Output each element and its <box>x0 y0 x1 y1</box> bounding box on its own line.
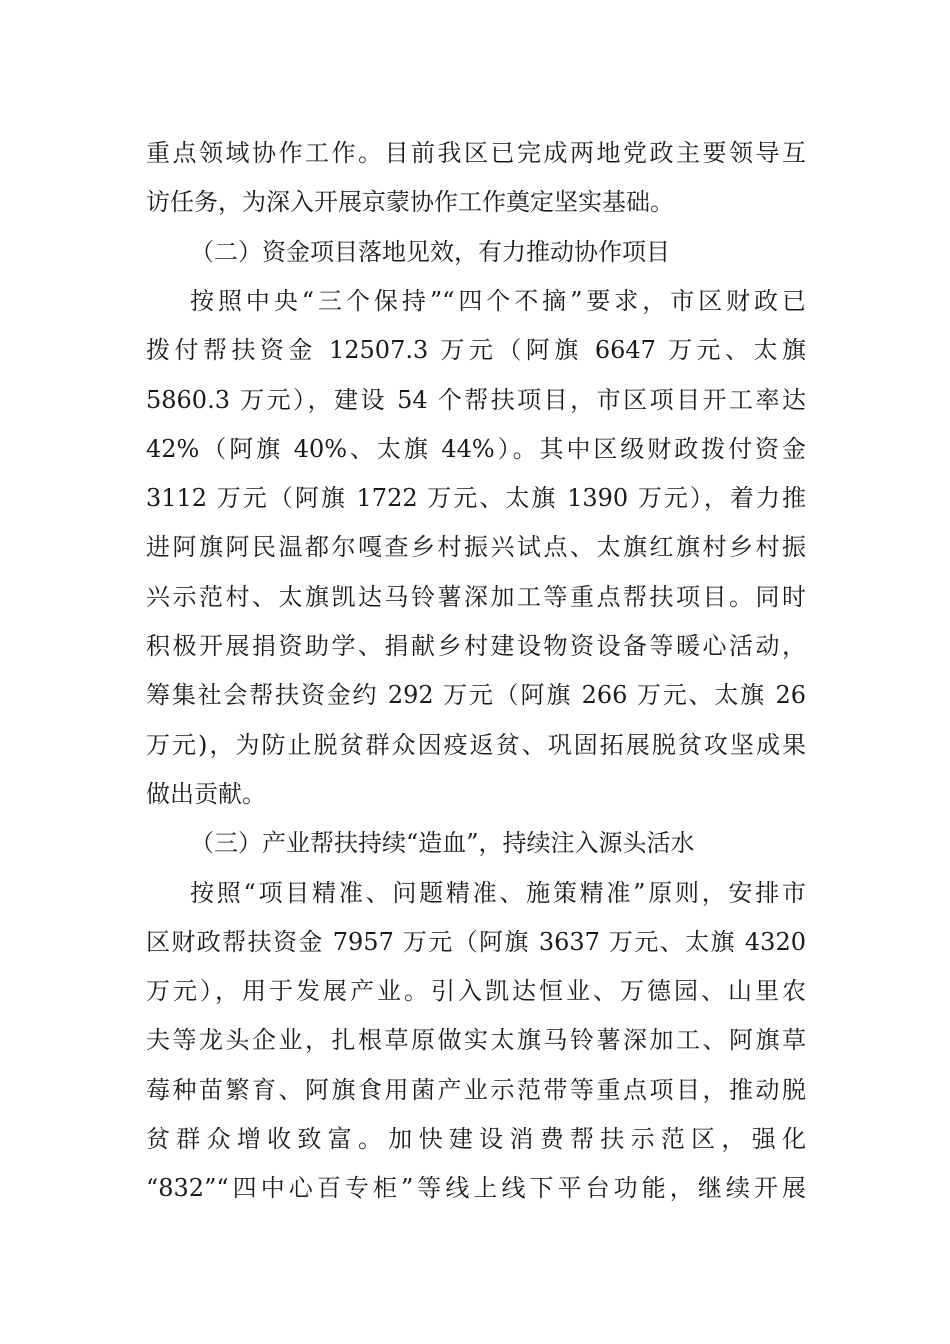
text-line <box>0 424 950 474</box>
text-line <box>0 128 950 178</box>
text-line <box>0 375 950 425</box>
text-line-content: 区财政帮扶资金 7957 万元（阿旗 3637 万元、太旗 4320 <box>146 927 806 956</box>
text-line-content: 做出贡献。 <box>146 779 266 808</box>
text-line <box>0 325 950 375</box>
text-line-content: 莓种苗繁育、阿旗食用菌产业示范带等重点项目，推动脱 <box>146 1075 806 1104</box>
text-line <box>0 769 950 819</box>
text-line-content: 贫群众增收致富。加快建设消费帮扶示范区，强化 <box>146 1125 806 1153</box>
text-line-content: 3112 万元（阿旗 1722 万元、太旗 1390 万元），着力推 <box>146 484 806 513</box>
text-line-content: 42%（阿旗 40%、太旗 44%）。其中区级财政拨付资金 <box>146 434 806 463</box>
text-line <box>0 868 950 918</box>
text-line-content: 拨付帮扶资金 12507.3 万元（阿旗 6647 万元、太旗 <box>146 336 806 365</box>
text-line <box>0 572 950 622</box>
text-line-content: （二）资金项目落地见效，有力推动协作项目 <box>190 237 670 266</box>
text-line <box>0 473 950 523</box>
text-line-content: （三）产业帮扶持续“造血”，持续注入源头活水 <box>190 829 695 858</box>
text-line <box>0 177 950 227</box>
text-line <box>0 227 950 277</box>
text-line <box>0 917 950 967</box>
text-line <box>0 621 950 671</box>
text-line <box>0 1163 950 1213</box>
text-line-content: 进阿旗阿民温都尔嘎查乡村振兴试点、太旗红旗村乡村振 <box>146 533 806 562</box>
text-line <box>0 966 950 1016</box>
text-line <box>0 1015 950 1065</box>
text-line <box>0 818 950 868</box>
text-line-content: 重点领域协作工作。目前我区已完成两地党政主要领导互 <box>146 139 806 167</box>
text-line <box>0 1065 950 1115</box>
text-line-content: 筹集社会帮扶资金约 292 万元（阿旗 266 万元、太旗 26 <box>146 681 806 710</box>
text-line <box>0 1114 950 1164</box>
text-line-content: 夫等龙头企业，扎根草原做实太旗马铃薯深加工、阿旗草 <box>146 1026 806 1055</box>
text-line-content: 访任务，为深入开展京蒙协作工作奠定坚实基础。 <box>146 188 674 217</box>
text-line <box>0 522 950 572</box>
text-line <box>0 720 950 770</box>
text-line-content: 万元），用于发展产业。引入凯达恒业、万德园、山里农 <box>146 977 806 1006</box>
text-line-content: 按照“项目精准、问题精准、施策精准”原则，安排市 <box>190 878 806 907</box>
text-line-content: “832”“四中心百专柜”等线上线下平台功能，继续开展 <box>146 1174 806 1203</box>
text-line <box>0 276 950 326</box>
text-line-content: 5860.3 万元），建设 54 个帮扶项目，市区项目开工率达 <box>146 385 806 414</box>
text-line-content: 兴示范村、太旗凯达马铃薯深加工等重点帮扶项目。同时 <box>146 582 806 611</box>
text-line-content: 积极开展捐资助学、捐献乡村建设物资设备等暖心活动， <box>146 632 806 660</box>
text-line-content: 万元)，为防止脱贫群众因疫返贫、巩固拓展脱贫攻坚成果 <box>146 730 806 759</box>
text-line-content: 按照中央“三个保持”“四个不摘”要求，市区财政已 <box>190 286 806 315</box>
text-line <box>0 670 950 720</box>
